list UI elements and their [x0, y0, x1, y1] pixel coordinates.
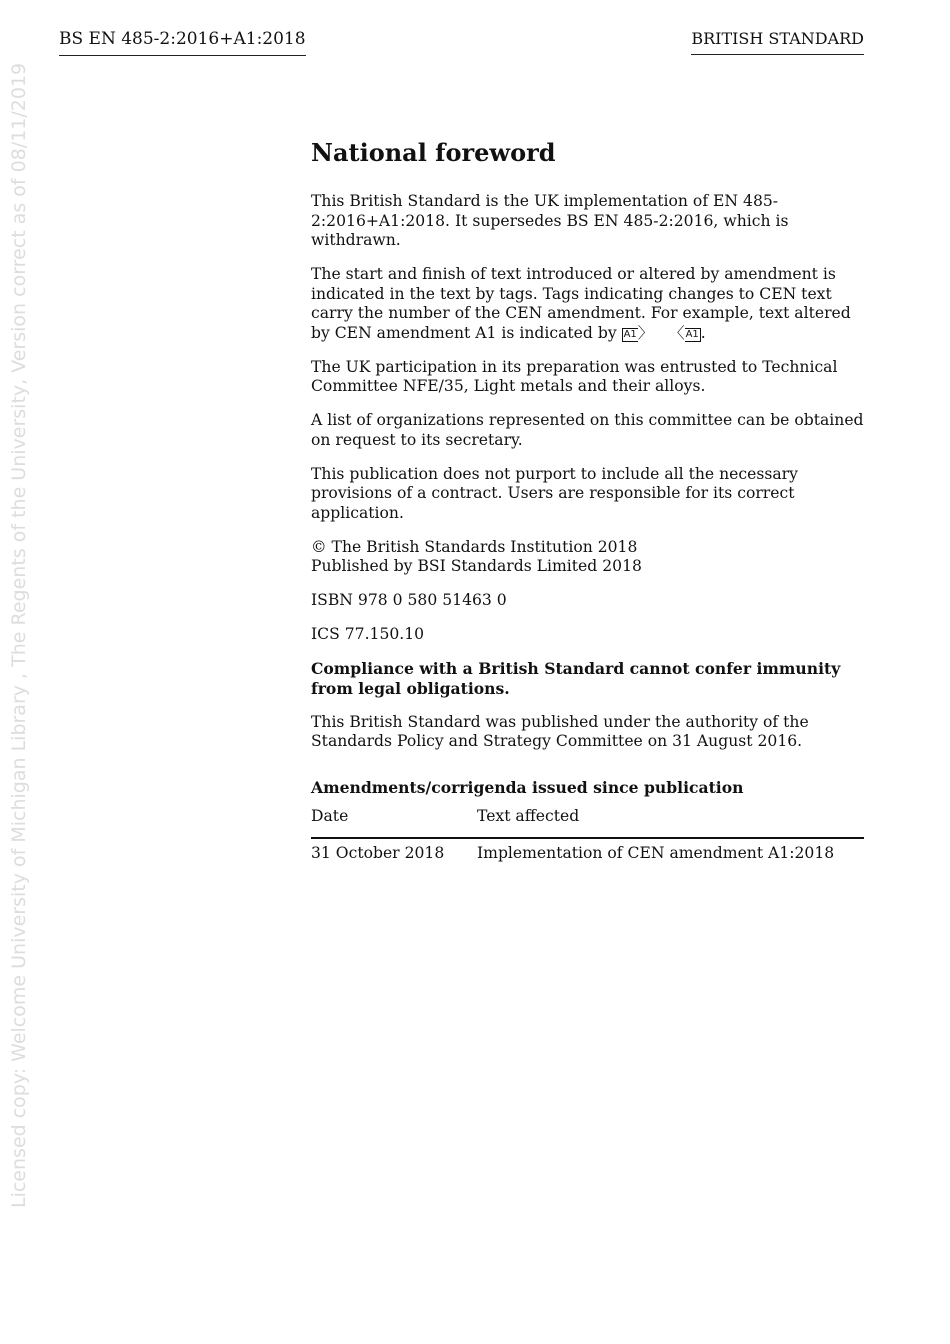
amendment-tag-close-icon: A1: [685, 328, 699, 340]
copyright-line: © The British Standards Institution 2018: [311, 537, 638, 556]
paragraph-authority: This British Standard was published under the authority of the Standards Policy and Strategy Committee on 31 August 2016.: [311, 712, 809, 750]
page-title: National foreword: [311, 138, 556, 167]
ics-code: ICS 77.150.10: [311, 625, 425, 643]
table-row: [311, 838, 864, 864]
amendment-date: 31 October 2018: [311, 843, 445, 862]
amendment-tags-text: The start and finish of text introduced or altered by amendment is indicated in the text by tags. Tags indicating changes to CEN text carry the number of the CEN amendment. For example, text altered by CEN amendment A1 is indicated by: [311, 265, 851, 342]
amendments-header-row: [311, 807, 864, 838]
column-header-date: Date: [311, 807, 477, 838]
document-type: BRITISH STANDARD: [691, 30, 864, 55]
paragraph-copyright: [311, 538, 864, 577]
document-id: BS EN 485-2:2016+A1:2018: [59, 30, 306, 56]
amendments-title: Amendments/corrigenda issued since publication: [311, 777, 744, 797]
paragraph-implementation: This British Standard is the UK implementation of EN 485-2:2016+A1:2018. It supersedes BS EN 485-2:2016, which is withdrawn.: [311, 192, 789, 249]
license-watermark: Licensed copy: Welcome University of Michigan Library , The Regents of the University, Version correct as of 08/11/2019: [8, 62, 30, 1208]
amendment-tag-open-icon: A1: [623, 328, 637, 340]
column-header-text-affected: Text affected: [477, 807, 864, 838]
amendment-text-affected: Implementation of CEN amendment A1:2018: [477, 843, 835, 862]
paragraph-amendment-tags: The start and finish of text introduced or altered by amendment is indicated in the text by tags. Tags indicating changes to CEN text carry the number of the CEN amendment. For example, text altered by CEN amendment A1 is indicated by A1〉 〈A1 .: [311, 265, 851, 342]
compliance-statement: Compliance with a British Standard cannot confer immunity from legal obligations.: [311, 659, 841, 698]
isbn: ISBN 978 0 580 51463 0: [311, 591, 507, 609]
paragraph-organizations: A list of organizations represented on this committee can be obtained on request to its secretary.: [311, 411, 864, 449]
paragraph-provisions: This publication does not purport to include all the necessary provisions of a contract. Users are responsible for its correct application.: [311, 464, 798, 522]
foreword-content: [311, 138, 864, 863]
published-line: Published by BSI Standards Limited 2018: [311, 557, 642, 575]
paragraph-committee: The UK participation in its preparation was entrusted to Technical Committee NFE/35, Light metals and their alloys.: [311, 357, 838, 395]
amendment-tags-end: .: [700, 323, 706, 342]
amendments-table: [311, 807, 864, 863]
